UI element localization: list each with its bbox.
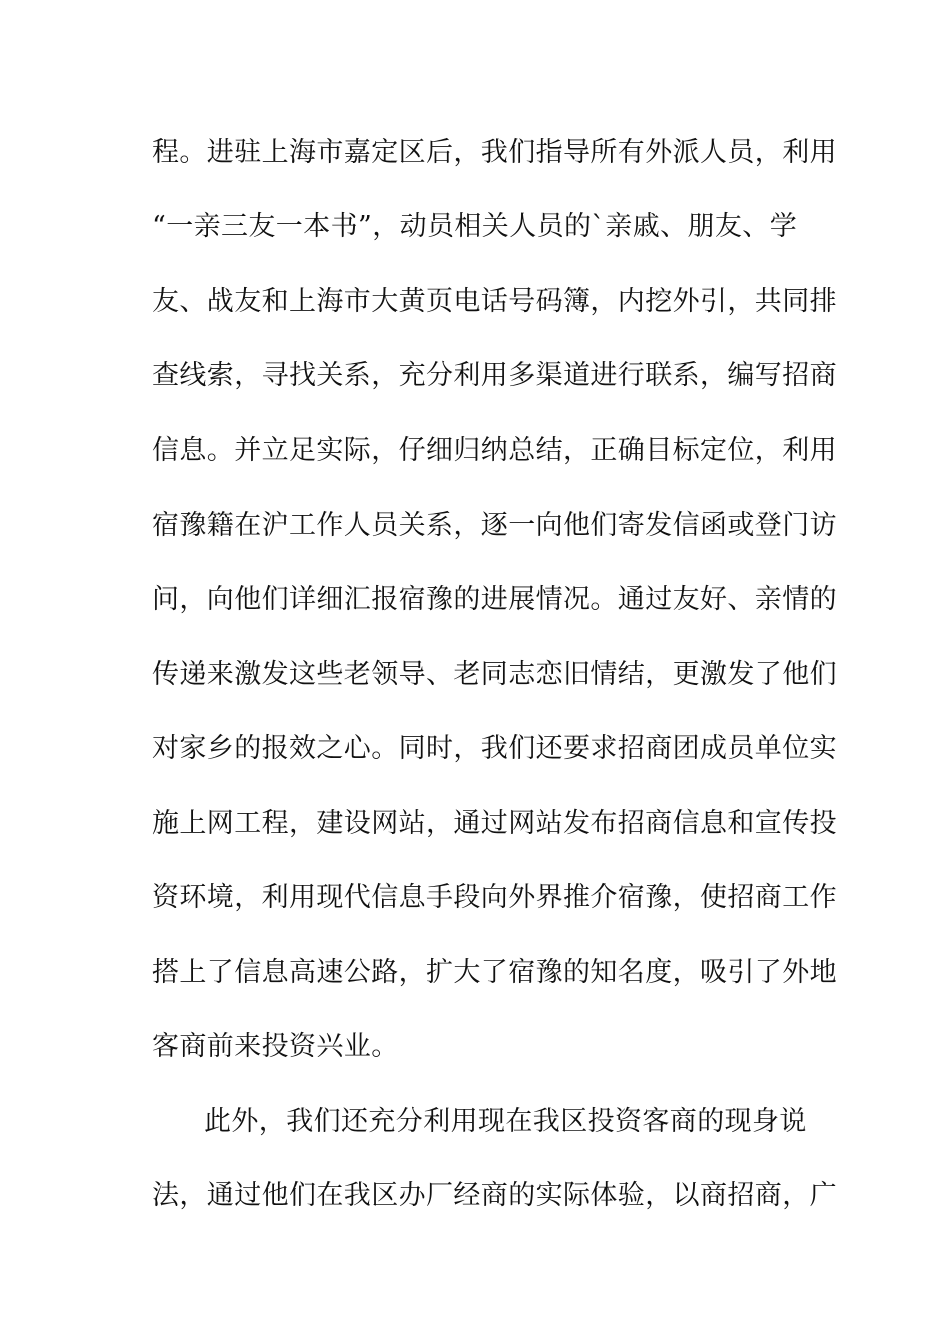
text-line-13: 客商前来投资兴业。 [152,1031,399,1062]
text-line-6: 宿豫籍在沪工作人员关系，逐一向他们寄发信函或登门访 [152,510,837,541]
text-line-3: 友、战友和上海市大黄页电话号码簿，内挖外引，共同排 [152,286,837,317]
text-line-7: 问，向他们详细汇报宿豫的进展情况。通过友好、亲情的 [152,584,837,615]
text-line-10: 施上网工程，建设网站，通过网站发布招商信息和宣传投 [152,808,837,839]
text-line-9: 对家乡的报效之心。同时，我们还要求招商团成员单位实 [152,733,837,764]
text-line-12: 搭上了信息高速公路，扩大了宿豫的知名度，吸引了外地 [152,957,837,988]
text-line-15: 法，通过他们在我区办厂经商的实际体验，以商招商，广 [152,1180,837,1211]
text-line-8: 传递来激发这些老领导、老同志恋旧情结，更激发了他们 [152,659,837,690]
text-line-11: 资环境，利用现代信息手段向外界推介宿豫，使招商工作 [152,882,837,913]
text-line-1: 程。进驻上海市嘉定区后，我们指导所有外派人员，利用 [152,137,837,168]
text-line-14: 此外，我们还充分利用现在我区投资客商的现身说 [204,1106,807,1137]
text-line-5: 信息。并立足实际，仔细归纳总结，正确目标定位，利用 [152,435,837,466]
text-line-4: 查线索，寻找关系，充分利用多渠道进行联系，编写招商 [152,360,837,391]
text-line-2: “一亲三友一本书”，动员相关人员的`亲戚、朋友、学 [152,211,798,242]
